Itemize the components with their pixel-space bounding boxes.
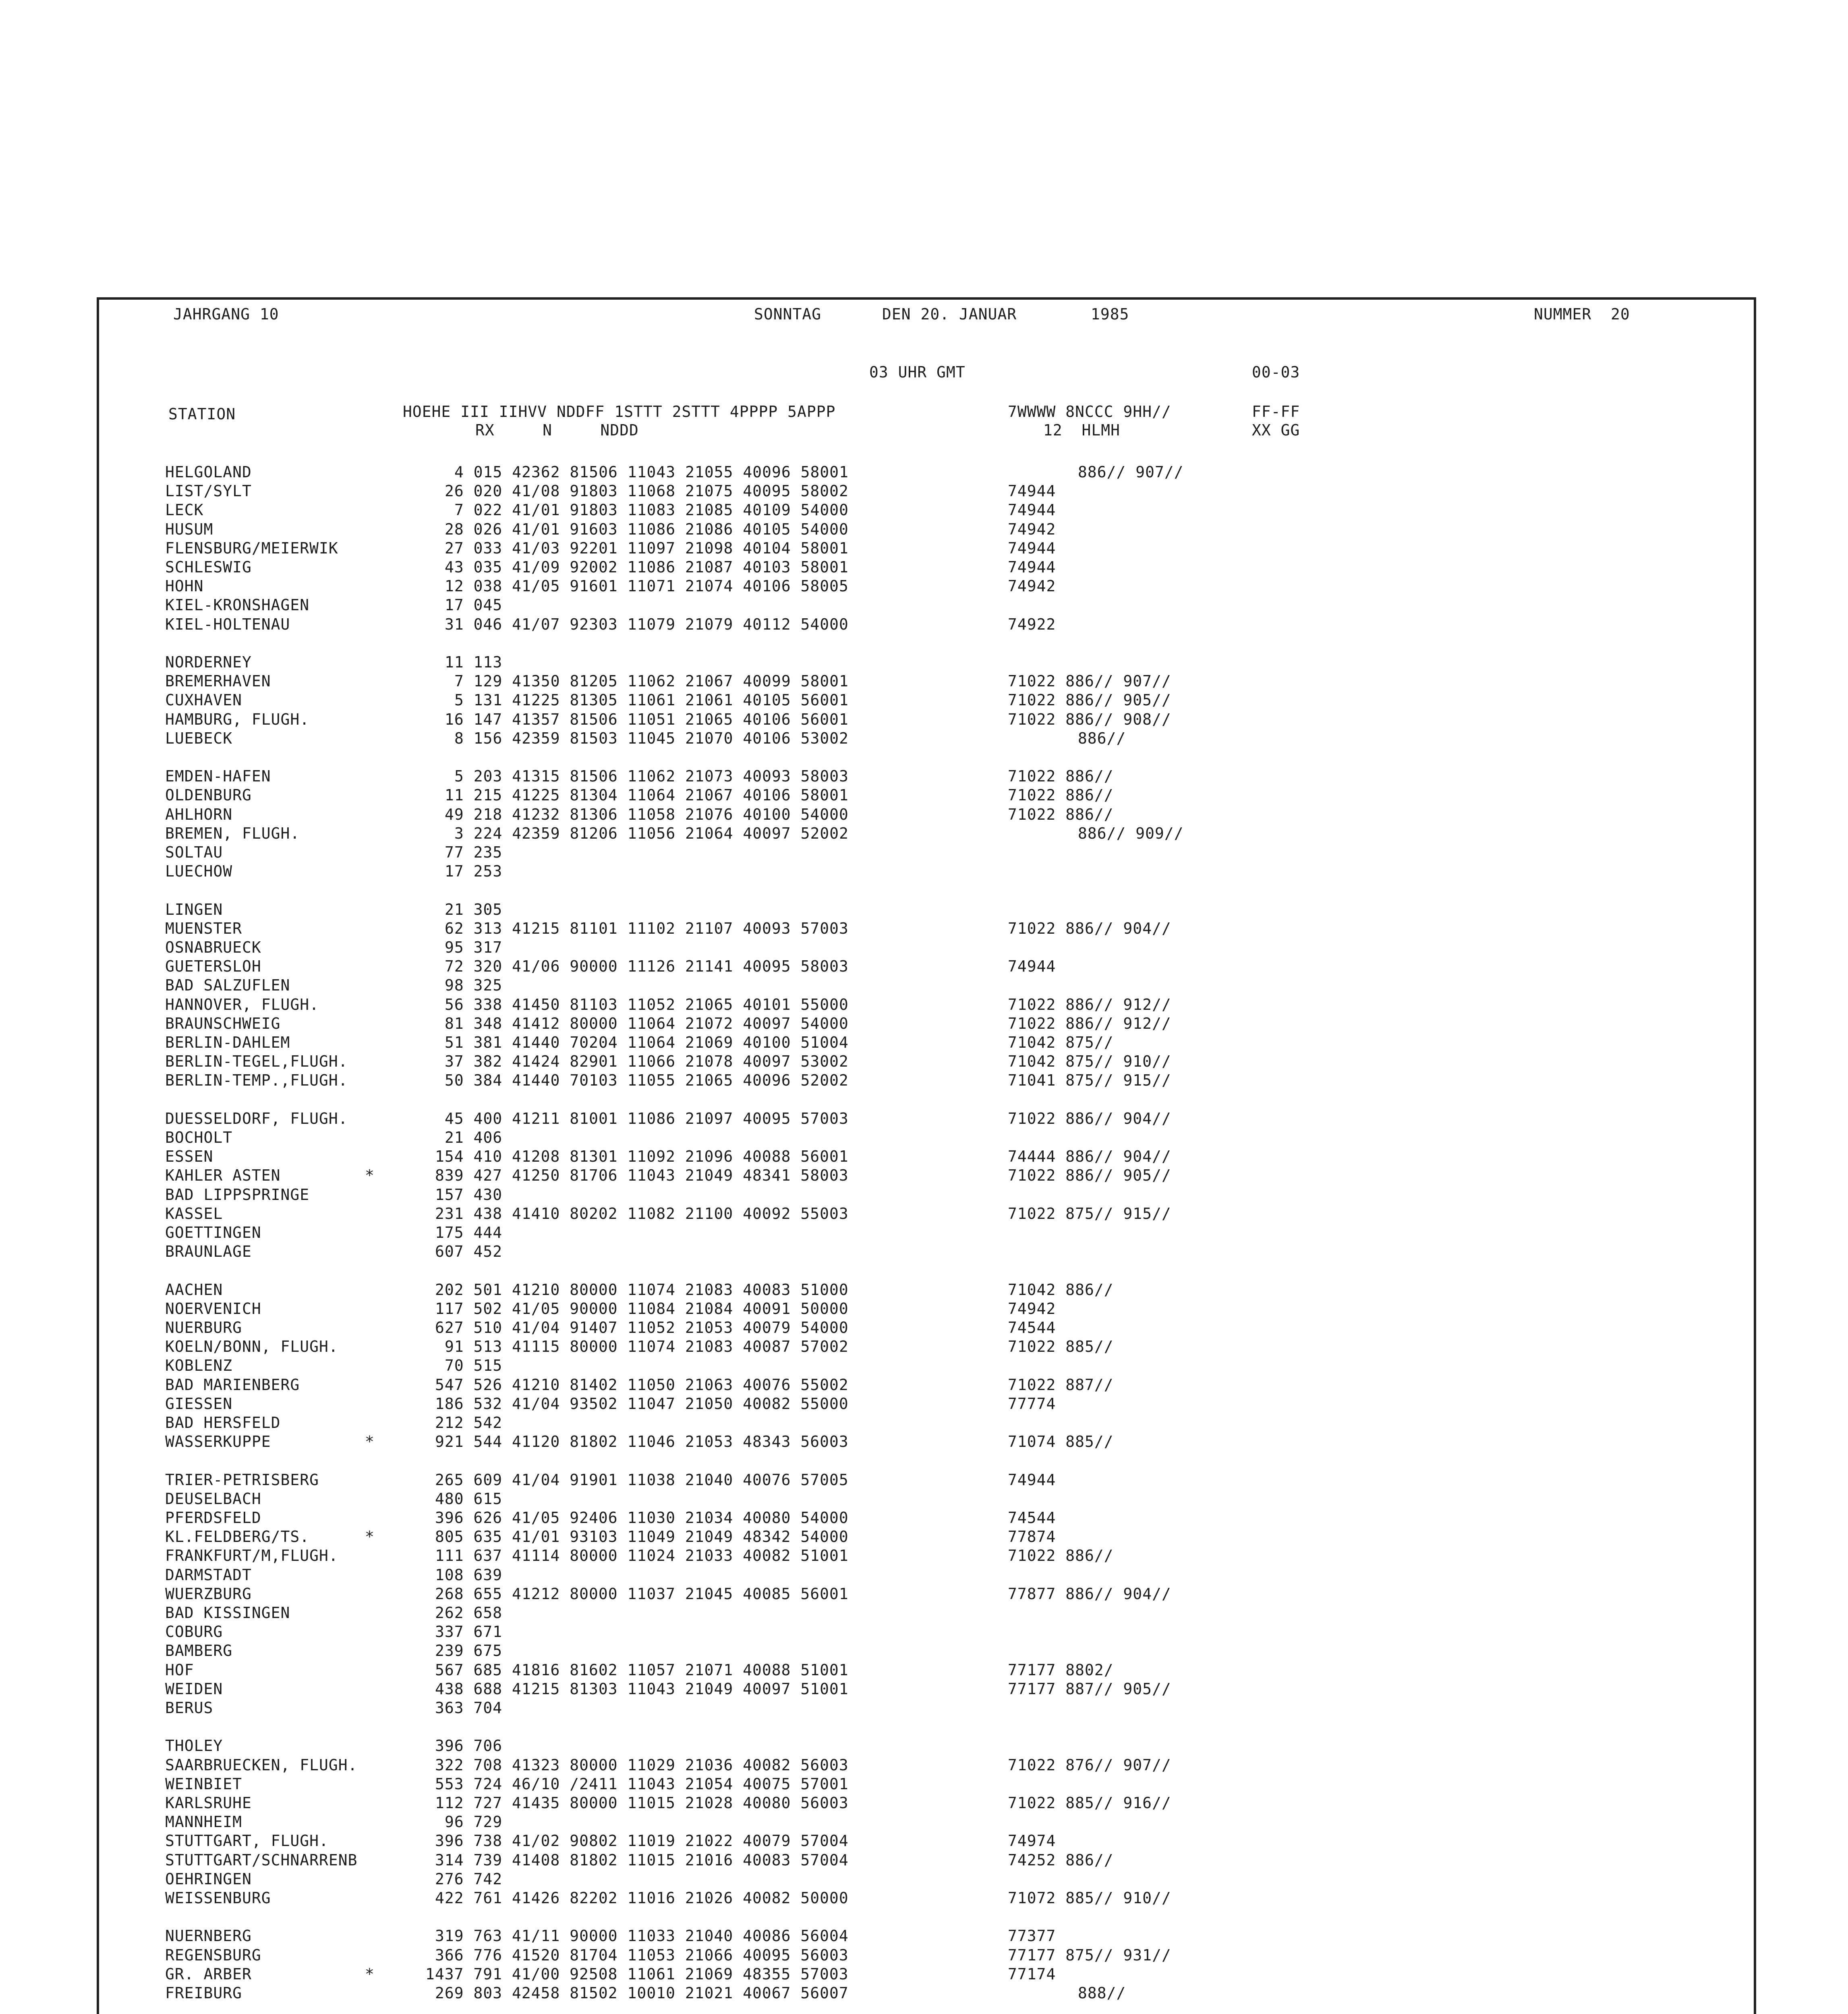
station-data: 17 253 — [445, 862, 503, 880]
table-row — [0, 1415, 1848, 1434]
station-extra: 71041 875// 915// — [1008, 1071, 1171, 1089]
table-row — [0, 483, 1848, 502]
station-data: 16 147 41357 81506 11051 21065 40106 56001 — [445, 711, 849, 728]
station-extra: 71022 887// — [1008, 1376, 1114, 1394]
station-extra: 886// 909// — [1078, 825, 1184, 842]
station-data: 37 382 41424 82901 11066 21078 40097 53002 — [445, 1053, 849, 1070]
station-data: 81 348 41412 80000 11064 21072 40097 54000 — [445, 1015, 849, 1032]
station-name: BERLIN-TEMP.,FLUGH. — [165, 1071, 348, 1089]
station-data: 11 113 — [445, 653, 503, 671]
table-row — [0, 1129, 1848, 1149]
station-name: LIST/SYLT — [165, 482, 252, 500]
station-extra: 77774 — [1008, 1395, 1056, 1413]
station-extra: 74252 886// — [1008, 1851, 1114, 1869]
station-data: 27 033 41/03 92201 11097 21098 40104 58001 — [445, 539, 849, 557]
station-data: 547 526 41210 81402 11050 21063 40076 55002 — [435, 1376, 849, 1394]
code-header-line2b: 12 HLMH — [1043, 421, 1121, 439]
station-name: KASSEL — [165, 1205, 223, 1222]
station-data: 319 763 41/11 90000 11033 21040 40086 56004 — [435, 1927, 849, 1945]
station-extra: 74942 — [1008, 520, 1056, 538]
table-row — [0, 464, 1848, 483]
station-extra: 74944 — [1008, 1471, 1056, 1489]
code-header-line1: HOEHE III IIHVV NDDFF 1STTT 2STTT 4PPPP 5APPP — [403, 403, 836, 421]
station-data: 7 022 41/01 91803 11083 21085 40109 54000 — [454, 501, 849, 519]
table-row — [0, 1472, 1848, 1491]
table-row — [0, 1434, 1848, 1453]
station-data: 322 708 41323 80000 11029 21036 40082 56003 — [435, 1756, 849, 1774]
station-data: 96 729 — [445, 1813, 503, 1831]
station-extra: 71022 886// 912// — [1008, 1015, 1171, 1032]
table-row — [0, 711, 1848, 731]
station-data: 91 513 41115 80000 11074 21083 40087 57002 — [445, 1338, 849, 1355]
table-row — [0, 1015, 1848, 1035]
table-row — [0, 825, 1848, 845]
header-date: DEN 20. JANUAR — [882, 305, 1017, 323]
station-data: 276 742 — [435, 1870, 503, 1888]
station-name: KOELN/BONN, FLUGH. — [165, 1338, 338, 1355]
station-name: LINGEN — [165, 901, 223, 918]
station-data: 337 671 — [435, 1623, 503, 1641]
station-name: WEINBIET — [165, 1775, 242, 1793]
station-name: BREMERHAVEN — [165, 672, 271, 690]
station-data: 98 325 — [445, 976, 503, 994]
station-name: HAMBURG, FLUGH. — [165, 711, 310, 728]
station-name: THOLEY — [165, 1737, 223, 1755]
station-data: 45 400 41211 81001 11086 21097 40095 57003 — [445, 1110, 849, 1127]
station-extra: 71022 886// 905// — [1008, 1167, 1171, 1184]
table-row — [0, 1605, 1848, 1624]
station-name: HUSUM — [165, 520, 213, 538]
station-name: AACHEN — [165, 1281, 223, 1299]
table-row — [0, 1643, 1848, 1662]
station-name: LECK — [165, 501, 204, 519]
table-row — [0, 1814, 1848, 1833]
station-name: SCHLESWIG — [165, 558, 252, 576]
station-name: STUTTGART/SCHNARRENB — [165, 1851, 358, 1869]
station-name: HOF — [165, 1661, 194, 1679]
station-data: 607 452 — [435, 1243, 503, 1260]
station-name: WEIDEN — [165, 1680, 223, 1698]
station-extra: 77177 875// 931// — [1008, 1946, 1171, 1964]
station-data: 117 502 41/05 90000 11084 21084 40091 50000 — [435, 1300, 849, 1318]
station-extra: 71022 886// — [1008, 806, 1114, 823]
station-data: 50 384 41440 70103 11055 21065 40096 52002 — [445, 1071, 849, 1089]
station-name: BRAUNLAGE — [165, 1243, 252, 1260]
station-extra: 77874 — [1008, 1528, 1056, 1546]
table-row — [0, 1757, 1848, 1776]
station-name: BERLIN-DAHLEM — [165, 1034, 290, 1051]
table-row — [0, 521, 1848, 541]
station-extra: 71022 886// 905// — [1008, 691, 1171, 709]
station-extra: 886// — [1078, 729, 1126, 747]
station-data: 17 045 — [445, 596, 503, 614]
station-name: NORDERNEY — [165, 653, 252, 671]
station-name: REGENSBURG — [165, 1946, 261, 1964]
station-data: 839 427 41250 81706 11043 21049 48341 58003 — [435, 1167, 849, 1184]
header-year: 1985 — [1091, 305, 1129, 323]
table-row — [0, 1548, 1848, 1567]
station-data: 480 615 — [435, 1490, 503, 1508]
station-extra: 71022 886// — [1008, 767, 1114, 785]
table-row — [0, 1301, 1848, 1320]
code-header-line1c: FF-FF — [1252, 403, 1300, 421]
table-row — [0, 1681, 1848, 1700]
station-data: 202 501 41210 80000 11074 21083 40083 51000 — [435, 1281, 849, 1299]
station-header: STATION — [168, 405, 236, 423]
table-row — [0, 1187, 1848, 1206]
station-data: 49 218 41232 81306 11058 21076 40100 54000 — [445, 806, 849, 823]
station-name: FRANKFURT/M,FLUGH. — [165, 1547, 338, 1564]
station-data: 921 544 41120 81802 11046 21053 48343 56003 — [435, 1433, 849, 1450]
table-row — [0, 540, 1848, 559]
station-name: BERUS — [165, 1699, 213, 1717]
table-row — [0, 1586, 1848, 1605]
station-data: 28 026 41/01 91603 11086 21086 40105 54000 — [445, 520, 849, 538]
station-extra: 71022 885// — [1008, 1338, 1114, 1355]
header-jahrgang: JAHRGANG 10 — [173, 305, 279, 323]
station-extra: 74974 — [1008, 1832, 1056, 1850]
station-data: 627 510 41/04 91407 11052 21053 40079 54000 — [435, 1319, 849, 1336]
station-extra: 71042 886// — [1008, 1281, 1114, 1299]
station-name: WUERZBURG — [165, 1585, 252, 1603]
station-name: FREIBURG — [165, 1984, 242, 2002]
station-name: KIEL-KRONSHAGEN — [165, 596, 310, 614]
code-header-line2: RX N NDDD — [475, 421, 639, 439]
station-data: 8 156 42359 81503 11045 21070 40106 53002 — [454, 729, 849, 747]
station-data: 269 803 42458 81502 10010 21021 40067 56007 — [435, 1984, 849, 2002]
header-day: SONNTAG — [754, 305, 822, 323]
table-row — [0, 1833, 1848, 1852]
station-name: LUEBECK — [165, 729, 233, 747]
station-extra: 74544 — [1008, 1509, 1056, 1527]
station-data: 396 626 41/05 92406 11030 21034 40080 54000 — [435, 1509, 849, 1527]
table-row — [0, 1357, 1848, 1377]
mountain-station-mark: * — [365, 1167, 375, 1184]
station-data: 111 637 41114 80000 11024 21033 40082 51001 — [435, 1547, 849, 1564]
table-row — [0, 559, 1848, 578]
table-row — [0, 1034, 1848, 1054]
table-row — [0, 977, 1848, 997]
station-name: GOETTINGEN — [165, 1224, 261, 1241]
station-name: NOERVENICH — [165, 1300, 261, 1318]
station-name: BERLIN-TEGEL,FLUGH. — [165, 1053, 348, 1070]
station-extra: 74944 — [1008, 501, 1056, 519]
station-data: 70 515 — [445, 1357, 503, 1374]
station-extra: 77877 886// 904// — [1008, 1585, 1171, 1603]
station-data: 422 761 41426 82202 11016 21026 40082 50000 — [435, 1889, 849, 1907]
station-name: NUERBURG — [165, 1319, 242, 1336]
group-label: 00-03 — [1252, 363, 1300, 381]
station-name: DARMSTADT — [165, 1566, 252, 1584]
station-extra: 77177 8802/ — [1008, 1661, 1114, 1679]
table-row — [0, 1890, 1848, 1909]
table-row — [0, 1053, 1848, 1073]
station-extra: 74944 — [1008, 539, 1056, 557]
table-row — [0, 1225, 1848, 1244]
station-extra: 71042 875// 910// — [1008, 1053, 1171, 1070]
station-data: 5 131 41225 81305 11061 21061 40105 56001 — [454, 691, 849, 709]
station-extra: 74444 886// 904// — [1008, 1148, 1171, 1165]
table-row — [0, 1871, 1848, 1890]
table-row — [0, 1072, 1848, 1092]
station-extra: 74944 — [1008, 558, 1056, 576]
station-name: OSNABRUECK — [165, 939, 261, 956]
table-row — [0, 654, 1848, 673]
table-row — [0, 1320, 1848, 1339]
station-name: NUERNBERG — [165, 1927, 252, 1945]
station-name: DUESSELDORF, FLUGH. — [165, 1110, 348, 1127]
table-row — [0, 578, 1848, 597]
station-data: 175 444 — [435, 1224, 503, 1241]
station-extra: 71022 886// 908// — [1008, 711, 1171, 728]
station-name: SAARBRUECKEN, FLUGH. — [165, 1756, 358, 1774]
table-row — [0, 901, 1848, 921]
station-name: OEHRINGEN — [165, 1870, 252, 1888]
station-name: PFERDSFELD — [165, 1509, 261, 1527]
table-row — [0, 1795, 1848, 1814]
station-name: SOLTAU — [165, 843, 223, 861]
station-name: KAHLER ASTEN — [165, 1167, 281, 1184]
station-extra: 74922 — [1008, 615, 1056, 633]
table-row — [0, 844, 1848, 864]
code-header-line1b: 7WWWW 8NCCC 9HH// — [1008, 403, 1171, 421]
station-name: WASSERKUPPE — [165, 1433, 271, 1450]
station-extra: 71072 885// 910// — [1008, 1889, 1171, 1907]
station-name: STUTTGART, FLUGH. — [165, 1832, 329, 1850]
station-name: GUETERSLOH — [165, 957, 261, 975]
table-row — [0, 673, 1848, 692]
header-number: NUMMER 20 — [1534, 305, 1630, 323]
station-data: 553 724 46/10 /2411 11043 21054 40075 57001 — [435, 1775, 849, 1793]
table-row — [0, 958, 1848, 978]
table-row — [0, 1985, 1848, 2004]
station-name: CUXHAVEN — [165, 691, 242, 709]
station-name: WEISSENBURG — [165, 1889, 271, 1907]
station-data: 212 542 — [435, 1414, 503, 1432]
station-name: BRAUNSCHWEIG — [165, 1015, 281, 1032]
code-header-line2c: XX GG — [1252, 421, 1300, 439]
station-extra: 71022 885// 916// — [1008, 1794, 1171, 1812]
station-name: BAD LIPPSPRINGE — [165, 1186, 310, 1204]
table-row — [0, 597, 1848, 616]
station-data: 43 035 41/09 92002 11086 21087 40103 58001 — [445, 558, 849, 576]
station-data: 186 532 41/04 93502 11047 21050 40082 55000 — [435, 1395, 849, 1413]
station-name: BREMEN, FLUGH. — [165, 825, 300, 842]
table-row — [0, 1947, 1848, 1966]
station-data: 366 776 41520 81704 11053 21066 40095 56003 — [435, 1946, 849, 1964]
station-extra: 71042 875// — [1008, 1034, 1114, 1051]
table-row — [0, 1966, 1848, 1985]
station-extra: 71022 886// 904// — [1008, 1110, 1171, 1127]
station-extra: 74944 — [1008, 482, 1056, 500]
station-name: BAD SALZUFLEN — [165, 976, 290, 994]
station-name: HANNOVER, FLUGH. — [165, 996, 319, 1013]
table-row — [0, 806, 1848, 826]
station-extra: 71074 885// — [1008, 1433, 1114, 1450]
station-data: 51 381 41440 70204 11064 21069 40100 51004 — [445, 1034, 849, 1051]
table-row — [0, 1624, 1848, 1643]
station-extra: 74544 — [1008, 1319, 1056, 1336]
station-data: 154 410 41208 81301 11092 21096 40088 56001 — [435, 1148, 849, 1165]
table-row — [0, 863, 1848, 883]
station-name: BAD HERSFELD — [165, 1414, 281, 1432]
table-row — [0, 1928, 1848, 1947]
station-extra: 77174 — [1008, 1965, 1056, 1983]
station-name: MANNHEIM — [165, 1813, 242, 1831]
station-name: HELGOLAND — [165, 463, 252, 481]
station-name: AHLHORN — [165, 806, 233, 823]
station-name: KOBLENZ — [165, 1357, 233, 1374]
station-name: HOHN — [165, 577, 204, 595]
time-label: 03 UHR GMT — [869, 363, 965, 381]
station-data: 239 675 — [435, 1642, 503, 1660]
station-data: 5 203 41315 81506 11062 21073 40093 58003 — [454, 767, 849, 785]
table-row — [0, 616, 1848, 636]
table-row — [0, 787, 1848, 806]
station-extra: 71022 886// — [1008, 1547, 1114, 1564]
station-name: DEUSELBACH — [165, 1490, 261, 1508]
station-extra: 74942 — [1008, 1300, 1056, 1318]
table-row — [0, 1339, 1848, 1358]
station-name: OLDENBURG — [165, 786, 252, 804]
station-extra: 71022 886// — [1008, 786, 1114, 804]
station-extra: 74942 — [1008, 577, 1056, 595]
table-row — [0, 939, 1848, 959]
station-data: 3 224 42359 81206 11056 21064 40097 52002 — [454, 825, 849, 842]
station-name: EMDEN-HAFEN — [165, 767, 271, 785]
station-data: 262 658 — [435, 1604, 503, 1622]
station-data: 77 235 — [445, 843, 503, 861]
station-name: BAD KISSINGEN — [165, 1604, 290, 1622]
station-name: GR. ARBER — [165, 1965, 252, 1983]
mountain-station-mark: * — [365, 1965, 375, 1983]
table-row — [0, 1243, 1848, 1263]
table-row — [0, 502, 1848, 521]
station-data: 231 438 41410 80202 11082 21100 40092 55003 — [435, 1205, 849, 1222]
station-extra: 71022 886// 912// — [1008, 996, 1171, 1013]
table-row — [0, 920, 1848, 940]
station-data: 268 655 41212 80000 11037 21045 40085 56001 — [435, 1585, 849, 1603]
station-data: 56 338 41450 81103 11052 21065 40101 55000 — [445, 996, 849, 1013]
station-extra: 888// — [1078, 1984, 1126, 2002]
station-name: MUENSTER — [165, 920, 242, 937]
table-row — [0, 1776, 1848, 1795]
station-data: 438 688 41215 81303 11043 21049 40097 51001 — [435, 1680, 849, 1698]
station-data: 95 317 — [445, 939, 503, 956]
table-row — [0, 1529, 1848, 1548]
table-row — [0, 768, 1848, 787]
table-row — [0, 1111, 1848, 1130]
table-row — [0, 692, 1848, 711]
station-extra: 886// 907// — [1078, 463, 1184, 481]
table-row — [0, 1738, 1848, 1757]
table-row — [0, 1377, 1848, 1396]
station-data: 31 046 41/07 92303 11079 21079 40112 54000 — [445, 615, 849, 633]
station-data: 567 685 41816 81602 11057 21071 40088 51001 — [435, 1661, 849, 1679]
station-extra: 74944 — [1008, 957, 1056, 975]
station-data: 805 635 41/01 93103 11049 21049 48342 54000 — [435, 1528, 849, 1546]
station-name: BOCHOLT — [165, 1129, 233, 1146]
station-data: 396 738 41/02 90802 11019 21022 40079 57004 — [435, 1832, 849, 1850]
table-row — [0, 1700, 1848, 1719]
station-extra: 77377 — [1008, 1927, 1056, 1945]
station-name: BAD MARIENBERG — [165, 1376, 300, 1394]
station-extra: 71022 886// 904// — [1008, 920, 1171, 937]
table-row — [0, 1396, 1848, 1415]
table-row — [0, 1148, 1848, 1168]
station-data: 12 038 41/05 91601 11071 21074 40106 58005 — [445, 577, 849, 595]
station-data: 265 609 41/04 91901 11038 21040 40076 57005 — [435, 1471, 849, 1489]
station-name: LUECHOW — [165, 862, 233, 880]
station-data: 363 704 — [435, 1699, 503, 1717]
table-row — [0, 1662, 1848, 1681]
table-row — [0, 1491, 1848, 1510]
station-name: BAMBERG — [165, 1642, 233, 1660]
station-data: 108 639 — [435, 1566, 503, 1584]
station-data: 396 706 — [435, 1737, 503, 1755]
table-row — [0, 1567, 1848, 1586]
station-data: 314 739 41408 81802 11015 21016 40083 57004 — [435, 1851, 849, 1869]
station-name: GIESSEN — [165, 1395, 233, 1413]
station-data: 21 406 — [445, 1129, 503, 1146]
station-data: 72 320 41/06 90000 11126 21141 40095 58003 — [445, 957, 849, 975]
station-name: COBURG — [165, 1623, 223, 1641]
station-data: 21 305 — [445, 901, 503, 918]
table-row — [0, 1510, 1848, 1529]
station-data: 62 313 41215 81101 11102 21107 40093 57003 — [445, 920, 849, 937]
station-extra: 71022 875// 915// — [1008, 1205, 1171, 1222]
table-row — [0, 1852, 1848, 1871]
table-row — [0, 1206, 1848, 1225]
mountain-station-mark: * — [365, 1433, 375, 1450]
table-row — [0, 1282, 1848, 1301]
station-data: 26 020 41/08 91803 11068 21075 40095 58002 — [445, 482, 849, 500]
table-row — [0, 997, 1848, 1016]
station-name: KARLSRUHE — [165, 1794, 252, 1812]
station-extra: 77177 887// 905// — [1008, 1680, 1171, 1698]
station-data: 112 727 41435 80000 11015 21028 40080 56003 — [435, 1794, 849, 1812]
table-row — [0, 730, 1848, 750]
station-name: FLENSBURG/MEIERWIK — [165, 539, 338, 557]
station-name: KL.FELDBERG/TS. — [165, 1528, 310, 1546]
station-extra: 71022 886// 907// — [1008, 672, 1171, 690]
station-name: ESSEN — [165, 1148, 213, 1165]
mountain-station-mark: * — [365, 1528, 375, 1546]
station-data: 4 015 42362 81506 11043 21055 40096 58001 — [454, 463, 849, 481]
station-data: 157 430 — [435, 1186, 503, 1204]
station-name: KIEL-HOLTENAU — [165, 615, 290, 633]
station-extra: 71022 876// 907// — [1008, 1756, 1171, 1774]
station-data: 11 215 41225 81304 11064 21067 40106 58001 — [445, 786, 849, 804]
station-data: 1437 791 41/00 92508 11061 21069 48355 57003 — [425, 1965, 849, 1983]
station-data: 7 129 41350 81205 11062 21067 40099 58001 — [454, 672, 849, 690]
station-name: TRIER-PETRISBERG — [165, 1471, 319, 1489]
table-row — [0, 1167, 1848, 1187]
